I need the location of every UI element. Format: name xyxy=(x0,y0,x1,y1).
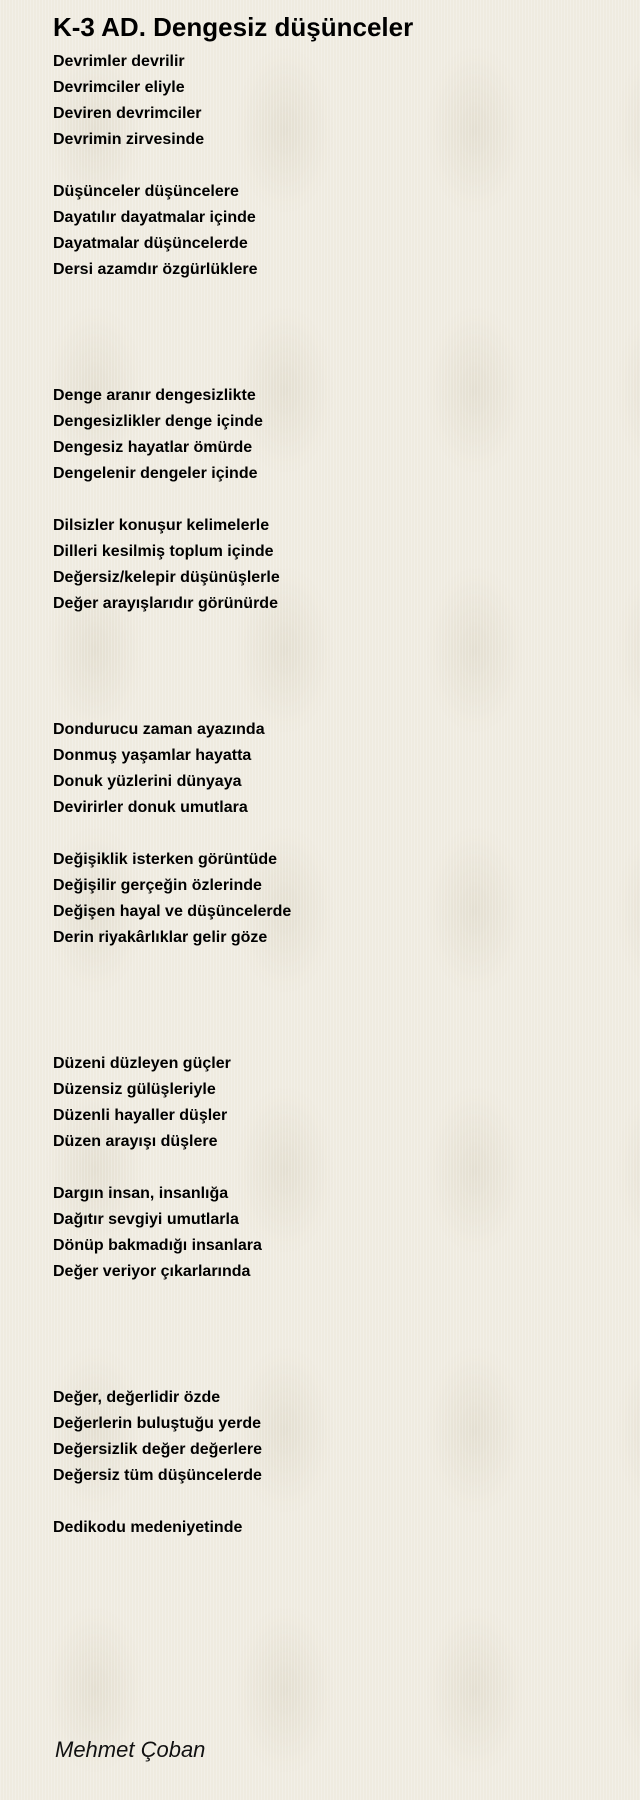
stanza xyxy=(53,1385,623,1489)
poem-body xyxy=(53,49,623,1541)
stanza xyxy=(53,383,623,487)
poem-line: Dondurucu zaman ayazında xyxy=(53,721,265,738)
poem-line: Değer arayışlarıdır görünürde xyxy=(53,595,278,612)
poem-page xyxy=(53,0,623,1762)
poem-line: Derin riyakârlıklar gelir göze xyxy=(53,929,268,946)
poem-line: Değişilir gerçeğin özlerinde xyxy=(53,877,262,894)
stanza-spacer xyxy=(53,1155,623,1181)
poem-line: Değişen hayal ve düşüncelerde xyxy=(53,903,292,920)
poem-line: Dayatmalar düşüncelerde xyxy=(53,235,248,252)
stanza-spacer xyxy=(53,487,623,513)
poem-line: Deviren devrimciler xyxy=(53,105,202,122)
poem-line: Düşünceler düşüncelere xyxy=(53,183,239,200)
section-spacer xyxy=(53,283,623,383)
poem-line: Donmuş yaşamlar hayatta xyxy=(53,747,252,764)
poem-line: Dilsizler konuşur kelimelerle xyxy=(53,517,270,534)
poem-line: Denge aranır dengesizlikte xyxy=(53,387,256,404)
stanza-spacer xyxy=(53,821,623,847)
poem-author: Mehmet Çoban xyxy=(55,1737,206,1762)
poem-line: Dağıtır sevgiyi umutlarla xyxy=(53,1211,239,1228)
poem-line: Değersizlik değer değerlere xyxy=(53,1441,262,1458)
poem-line: Dilleri kesilmiş toplum içinde xyxy=(53,543,274,560)
poem-line: Değersiz tüm düşüncelerde xyxy=(53,1467,262,1484)
stanza-spacer xyxy=(53,1489,623,1515)
stanza xyxy=(53,1181,623,1285)
poem-line: Değerlerin buluştuğu yerde xyxy=(53,1415,262,1432)
stanza xyxy=(53,847,623,951)
poem-line: Devirirler donuk umutlara xyxy=(53,799,248,816)
poem-line: Devrimin zirvesinde xyxy=(53,131,205,148)
poem-line: Dengelenir dengeler içinde xyxy=(53,465,258,482)
poem-line: Dönüp bakmadığı insanlara xyxy=(53,1237,262,1254)
stanza xyxy=(53,1051,623,1155)
stanza xyxy=(53,1515,623,1541)
stanza-spacer xyxy=(53,153,623,179)
section-spacer xyxy=(53,951,623,1051)
poem-line: Devrimciler eliyle xyxy=(53,79,185,96)
poem-line: Değer veriyor çıkarlarında xyxy=(53,1263,251,1280)
poem-line: Değersiz/kelepir düşünüşlerle xyxy=(53,569,280,586)
poem-line: Dedikodu medeniyetinde xyxy=(53,1519,243,1536)
poem-line: Düzeni düzleyen güçler xyxy=(53,1055,231,1072)
stanza xyxy=(53,513,623,617)
section-spacer xyxy=(53,1285,623,1385)
poem-line: Devrimler devrilir xyxy=(53,53,185,70)
poem-line: Değer, değerlidir özde xyxy=(53,1389,221,1406)
poem-line: Dargın insan, insanlığa xyxy=(53,1185,229,1202)
stanza xyxy=(53,717,623,821)
poem-line: Düzenli hayaller düşler xyxy=(53,1107,228,1124)
poem-line: Dersi azamdır özgürlüklere xyxy=(53,261,258,278)
poem-line: Düzen arayışı düşlere xyxy=(53,1133,218,1150)
poem-line: Değişiklik isterken görüntüde xyxy=(53,851,278,868)
poem-title: K-3 AD. Dengesiz düşünceler xyxy=(53,12,414,42)
poem-line: Dayatılır dayatmalar içinde xyxy=(53,209,256,226)
section-spacer xyxy=(53,617,623,717)
poem-line: Düzensiz gülüşleriyle xyxy=(53,1081,216,1098)
poem-line: Dengesizlikler denge içinde xyxy=(53,413,263,430)
poem-line: Donuk yüzlerini dünyaya xyxy=(53,773,242,790)
poem-line: Dengesiz hayatlar ömürde xyxy=(53,439,253,456)
stanza xyxy=(53,179,623,283)
stanza xyxy=(53,49,623,153)
